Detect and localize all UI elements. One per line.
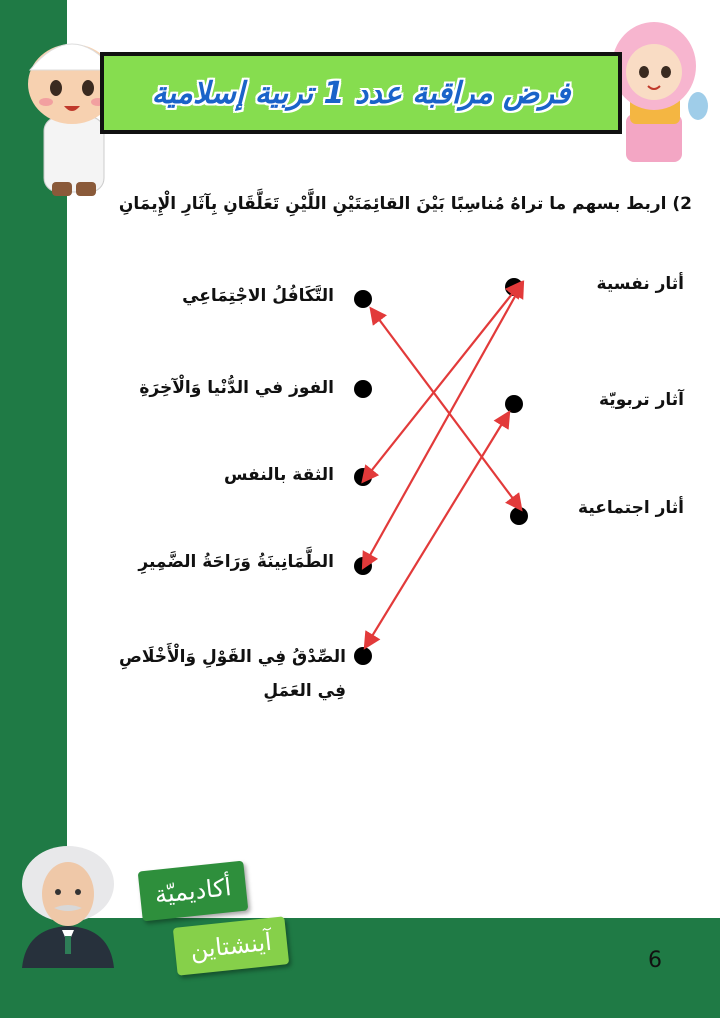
arrow-4: [366, 414, 508, 646]
einstein-avatar-icon: [12, 840, 124, 968]
question-text: 2) اربط بسهم ما تراهُ مُناسِبًا بَيْنَ القائِمَتَيْنِ اللَّيْنِ تَعَلَّقَانِ بِآثَارِ الْإِيمَانِ: [118, 194, 692, 214]
right-item-1: أثار نفسية: [596, 274, 684, 294]
left-item-3: الثقة بالنفس: [224, 465, 334, 485]
arrow-2: [364, 284, 520, 480]
left-item-5: الصِّدْقُ فِي القَوْلِ وَالْأَخْلَاصِ فِي العَمَلِ: [118, 647, 346, 701]
right-item-3: أثار اجتماعية: [578, 498, 684, 518]
academy-badge-line1: أكاديميّة: [138, 861, 249, 922]
left-item-1: التَّكَافُلُ الاجْتِمَاعِي: [182, 286, 334, 306]
right-item-2: آثار تربويّة: [599, 390, 684, 410]
left-item-4: الطَّمَانِينَةُ وَرَاحَةُ الضَّمِيرِ: [138, 552, 334, 572]
page-number: 6: [648, 948, 662, 973]
left-item-2: الفوز في الدُّنْيا وَالْآخِرَةِ: [139, 378, 334, 398]
arrow-1: [372, 310, 520, 508]
academy-badge-line2: آينشتاين: [173, 916, 289, 975]
page-title: فرض مراقبة عدد 1 تربية إسلامية: [151, 75, 571, 111]
arrow-3: [364, 284, 522, 566]
